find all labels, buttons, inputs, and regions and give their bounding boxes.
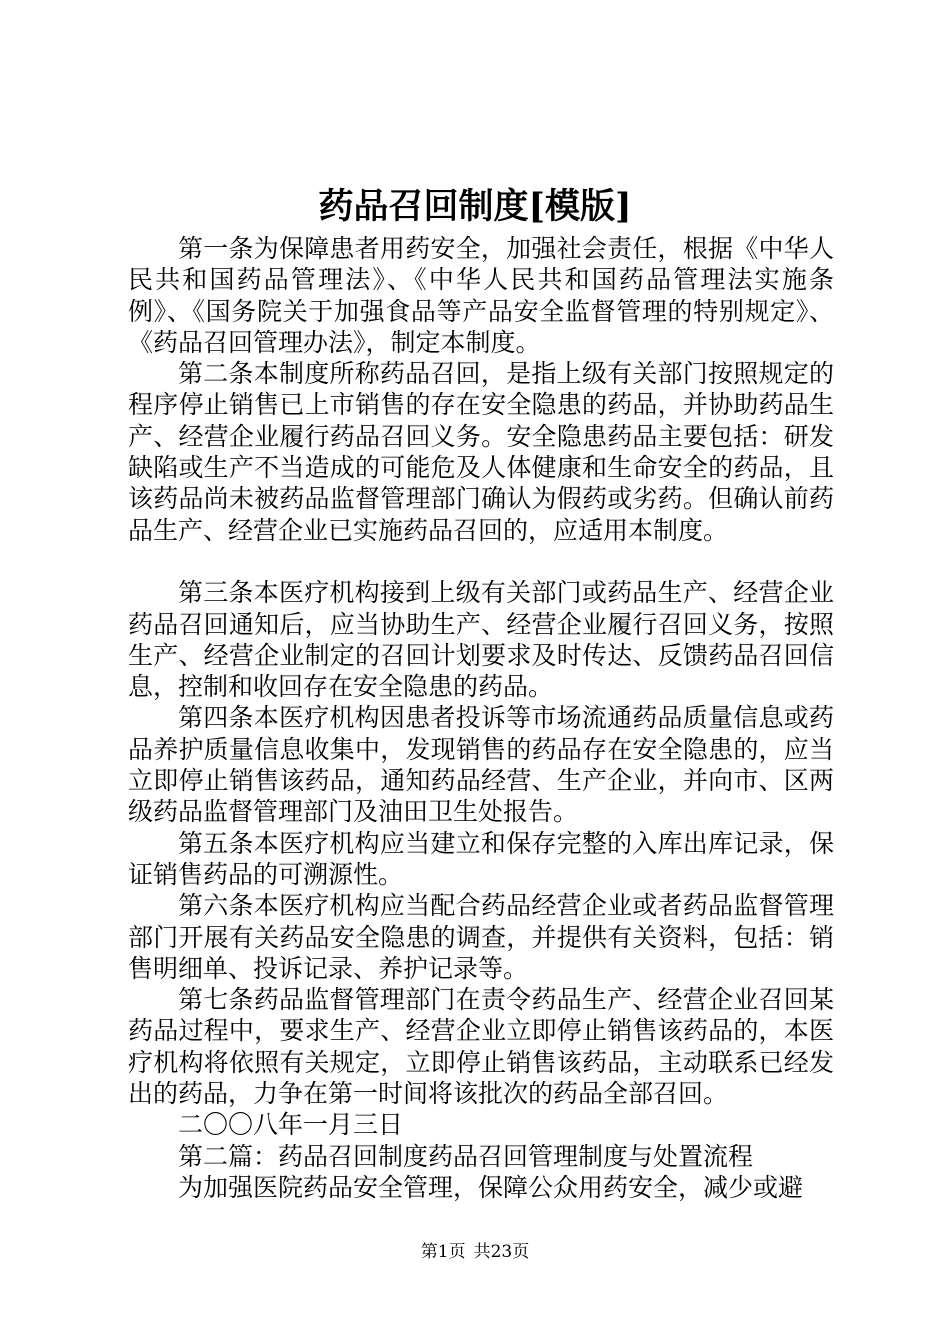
paragraph-intro: 为加强医院药品安全管理，保障公众用药安全，减少或避 xyxy=(178,1172,804,1202)
paragraph-article-4: 第四条本医疗机构因患者投诉等市场流通药品质量信息或药品养护质量信息收集中，发现销售的药品存在安全隐患的，应当立即停止销售该药品，通知药品经营、生产企业，并向市、区两级药品监督管理部门及油田卫生处报告。 xyxy=(128,703,834,827)
paragraph-section-heading: 第二篇：药品召回制度药品召回管理制度与处置流程 xyxy=(178,1141,754,1171)
document-title: 药品召回制度[模版] xyxy=(318,186,632,227)
page-number-total: 共23页 xyxy=(473,1242,530,1262)
paragraph-article-6: 第六条本医疗机构应当配合药品经营企业或者药品监督管理部门开展有关药品安全隐患的调查，并提供有关资料，包括：销售明细单、投诉记录、养护记录等。 xyxy=(128,891,834,983)
page-number-current: 第1页 xyxy=(420,1242,466,1262)
paragraph-article-3: 第三条本医疗机构接到上级有关部门或药品生产、经营企业药品召回通知后，应当协助生产、经营企业履行召回义务，按照生产、经营企业制定的召回计划要求及时传达、反馈药品召回信息，控制和收回存在安全隐患的药品。 xyxy=(128,578,834,702)
paragraph-article-7: 第七条药品监督管理部门在责令药品生产、经营企业召回某药品过程中，要求生产、经营企业立即停止销售该药品的，本医疗机构将依照有关规定，立即停止销售该药品，主动联系已经发出的药品，力争在第一时间将该批次的药品全部召回。 xyxy=(128,985,834,1109)
document-body xyxy=(128,233,834,1203)
paragraph-article-1: 第一条为保障患者用药安全，加强社会责任，根据《中华人民共和国药品管理法》、《中华人民共和国药品管理法实施条例》、《国务院关于加强食品等产品安全监督管理的特别规定》、《药品召回管理办法》，制定本制度。 xyxy=(128,234,834,357)
paragraph-article-5: 第五条本医疗机构应当建立和保存完整的入库出库记录，保证销售药品的可溯源性。 xyxy=(128,828,834,889)
paragraph-article-2: 第二条本制度所称药品召回，是指上级有关部门按照规定的程序停止销售已上市销售的存在安全隐患的药品，并协助药品生产、经营企业履行药品召回义务。安全隐患药品主要包括：研发缺陷或生产不当造成的可能危及人体健康和生命安全的药品，且该药品尚未被药品监督管理部门确认为假药或劣药。但确认前药品生产、经营企业已实施药品召回的，应适用本制度。 xyxy=(128,359,834,545)
paragraph-date: 二〇〇八年一月三日 xyxy=(178,1110,404,1140)
page-footer xyxy=(0,1240,950,1264)
